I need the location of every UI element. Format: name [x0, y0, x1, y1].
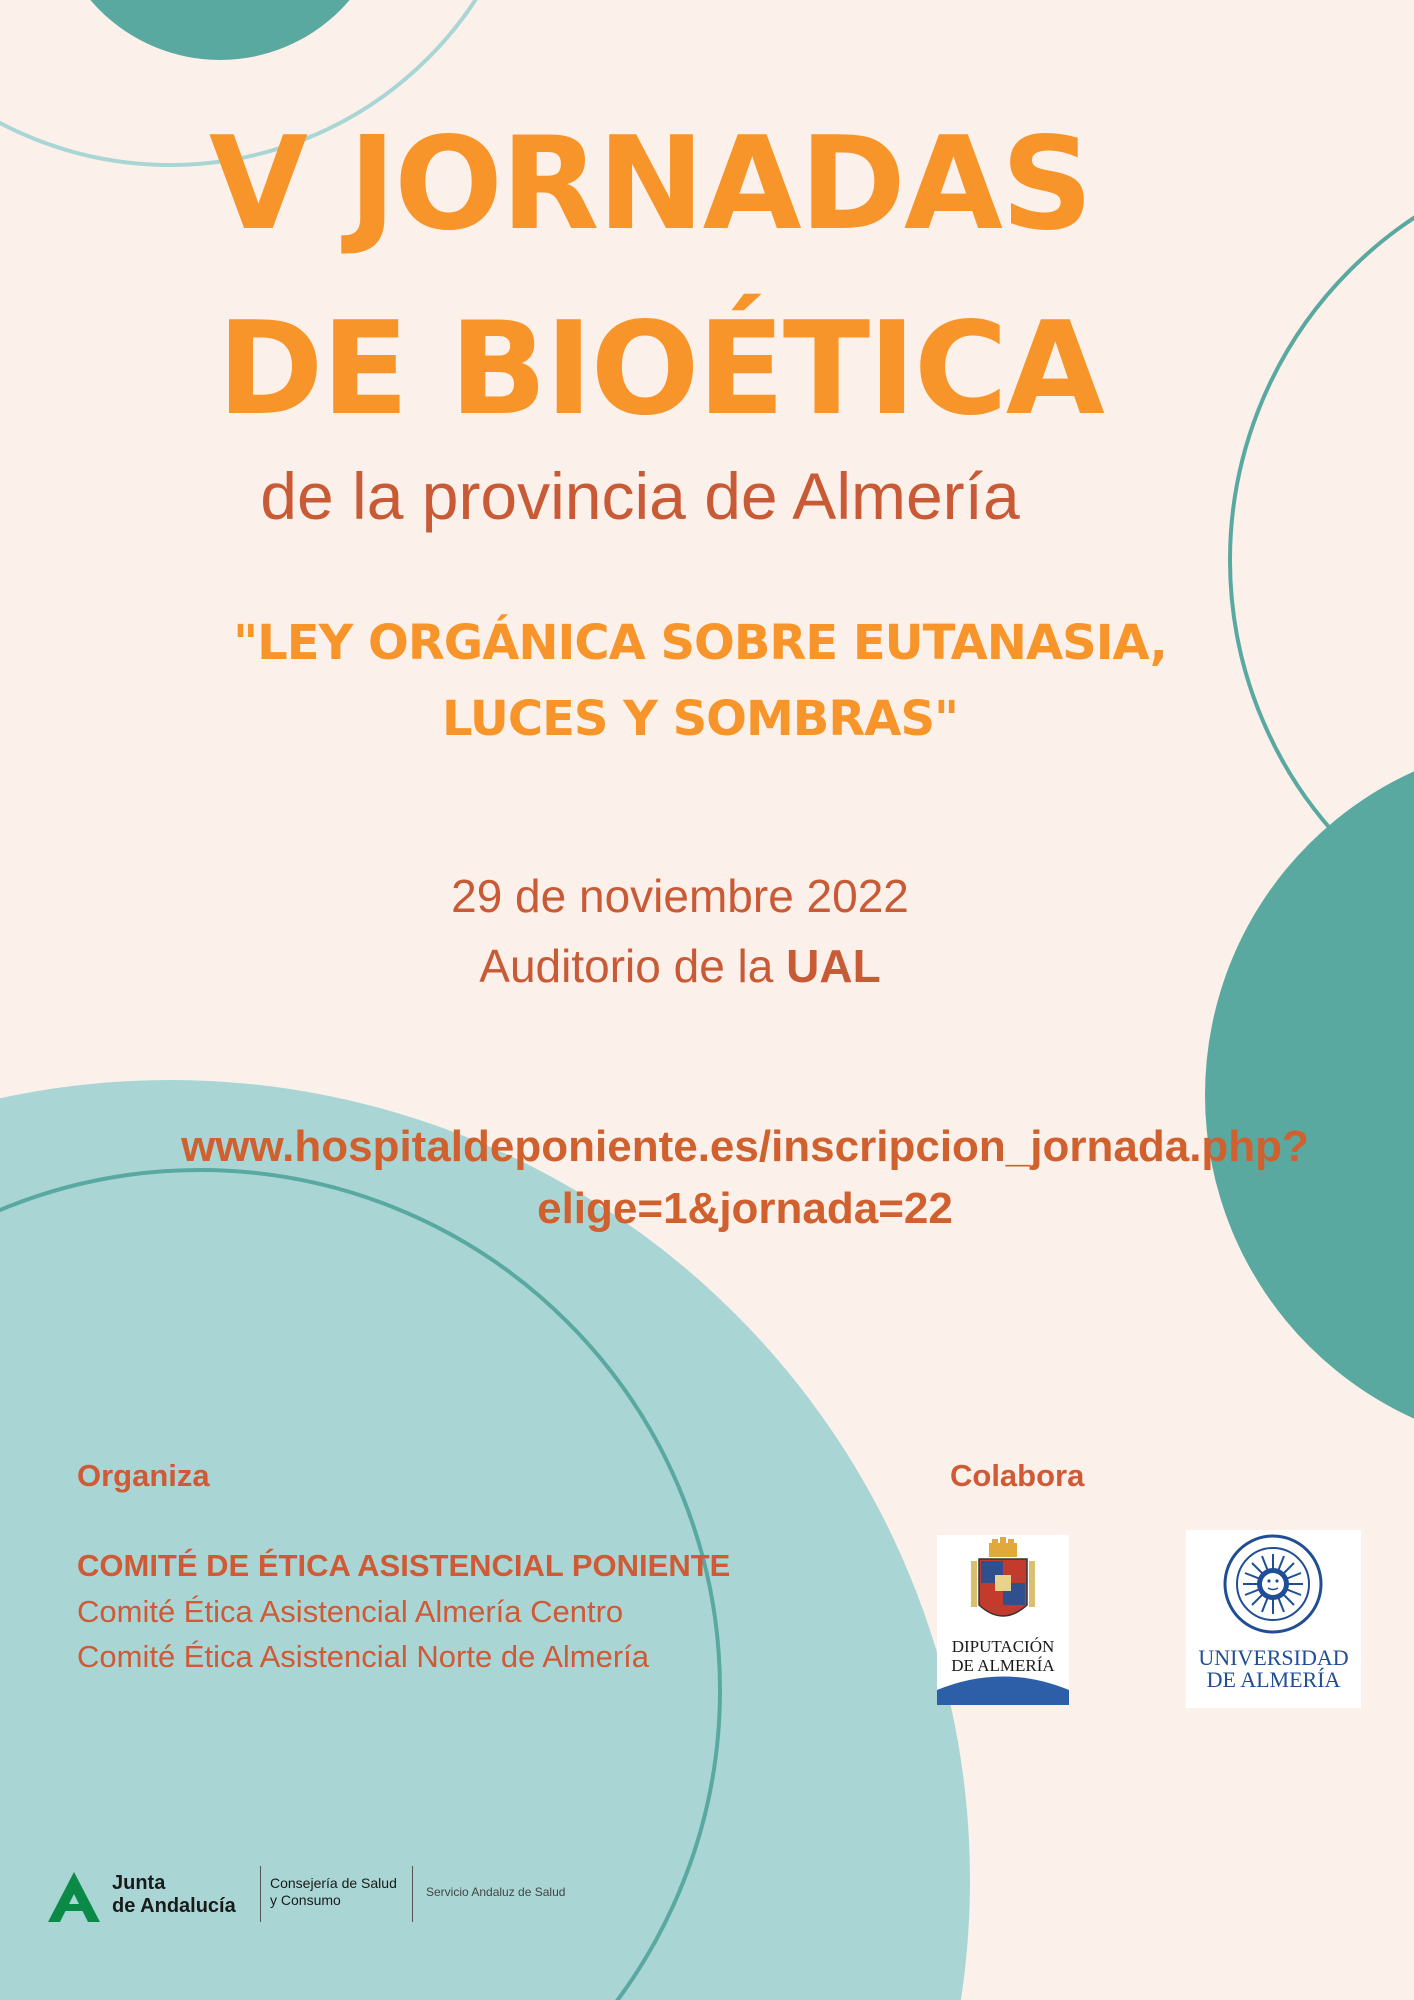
subtitle: de la provincia de Almería: [260, 459, 1020, 533]
organiza-heading: Organiza: [77, 1458, 210, 1493]
universidad-sun-seal-icon: [1223, 1534, 1323, 1634]
colabora-heading: Colabora: [950, 1458, 1085, 1493]
footer-divider: [412, 1866, 413, 1922]
top-left-teal-circle: [50, 0, 390, 60]
diputacion-logo: [937, 1535, 1069, 1705]
organizer-main: COMITÉ DE ÉTICA ASISTENCIAL PONIENTE: [77, 1548, 731, 1583]
organizer-secondary: Comité Ética Asistencial Almería Centro: [77, 1594, 624, 1629]
title-line-2: DE BIOÉTICA: [217, 295, 1103, 444]
universidad-logo: [1186, 1530, 1361, 1708]
sas-label: Servicio Andaluz de Salud: [426, 1885, 566, 1899]
venue-bold: UAL: [786, 940, 881, 992]
footer-divider: [260, 1866, 261, 1922]
event-venue: [280, 936, 1080, 996]
universidad-line-1: UNIVERSIDAD: [1198, 1645, 1349, 1670]
right-teal-circle: [1205, 740, 1414, 1450]
diputacion-line-2: DE ALMERÍA: [951, 1656, 1055, 1675]
venue-prefix: Auditorio de la: [479, 940, 774, 992]
consejeria-line-1: Consejería de Salud: [270, 1875, 397, 1891]
theme-line-2: LUCES Y SOMBRAS": [441, 691, 959, 747]
junta-line-1: Junta: [112, 1872, 166, 1894]
diputacion-line-1: DIPUTACIÓN: [951, 1637, 1055, 1656]
universidad-line-2: DE ALMERÍA: [1206, 1667, 1341, 1692]
theme-line-1: "LEY ORGÁNICA SOBRE EUTANASIA,: [233, 615, 1167, 671]
junta-footer-logo: [48, 1866, 588, 1936]
registration-url-line-1[interactable]: www.hospitaldeponiente.es/inscripcion_jornada.php?: [181, 1122, 1309, 1171]
junta-a-icon: [48, 1872, 100, 1922]
event-date: 29 de noviembre 2022: [451, 870, 909, 922]
organizer-secondary: Comité Ética Asistencial Norte de Almería: [77, 1639, 650, 1674]
junta-line-2: de Andalucía: [112, 1895, 236, 1917]
consejeria-line-2: y Consumo: [270, 1892, 341, 1908]
title-line-1: V JORNADAS: [208, 110, 1092, 259]
registration-url-line-2[interactable]: elige=1&jornada=22: [537, 1184, 953, 1233]
diputacion-crest-icon: [937, 1535, 1069, 1705]
